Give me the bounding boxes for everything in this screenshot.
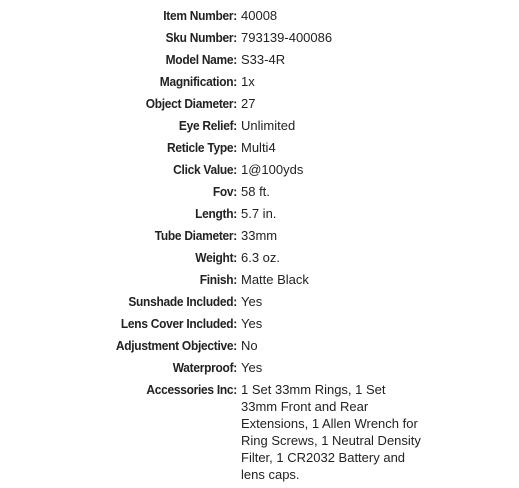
spec-label: Reticle Type: bbox=[167, 140, 237, 155]
spec-label: Sunshade Included: bbox=[128, 294, 237, 309]
spec-value: 27 bbox=[241, 96, 256, 111]
spec-value: S33-4R bbox=[241, 52, 286, 67]
spec-label: Model Name: bbox=[165, 52, 237, 67]
spec-row-sku-number bbox=[0, 27, 519, 49]
spec-row-tube-diameter bbox=[0, 225, 519, 247]
spec-value: 40008 bbox=[241, 8, 278, 23]
spec-value: Yes bbox=[241, 294, 263, 309]
spec-label: Click Value: bbox=[173, 162, 237, 177]
spec-table bbox=[0, 5, 519, 483]
spec-value: 1x bbox=[241, 74, 255, 89]
spec-value: 1 Set 33mm Rings, 1 Set 33mm Front and Rear Extensions, 1 Allen Wrench for Ring Screws, 1 Neutral Density Filter, 1 CR2032 Battery and lens caps. bbox=[241, 382, 421, 482]
spec-label: Weight: bbox=[195, 250, 237, 265]
spec-value: Matte Black bbox=[241, 272, 309, 287]
spec-label: Item Number: bbox=[163, 8, 237, 23]
spec-value: 1@100yds bbox=[241, 162, 304, 177]
spec-label: Magnification: bbox=[159, 74, 237, 89]
spec-value: 58 ft. bbox=[241, 184, 270, 199]
spec-label: Sku Number: bbox=[165, 30, 237, 45]
spec-value: No bbox=[241, 338, 258, 353]
spec-label: Eye Relief: bbox=[178, 118, 237, 133]
spec-label: Fov: bbox=[212, 184, 237, 199]
spec-row-weight bbox=[0, 247, 519, 269]
spec-label: Waterproof: bbox=[172, 360, 237, 375]
spec-row-finish bbox=[0, 269, 519, 291]
spec-row-adjustment-objective bbox=[0, 335, 519, 357]
spec-label: Length: bbox=[195, 206, 237, 221]
spec-value: 33mm bbox=[241, 228, 278, 243]
spec-value: Multi4 bbox=[241, 140, 276, 155]
spec-label: Adjustment Objective: bbox=[115, 338, 237, 353]
spec-row-magnification bbox=[0, 71, 519, 93]
spec-row-accessories-included bbox=[0, 379, 519, 483]
spec-label: Lens Cover Included: bbox=[120, 316, 237, 331]
spec-row-lens-cover-included bbox=[0, 313, 519, 335]
spec-value: 5.7 in. bbox=[241, 206, 277, 221]
spec-row-reticle-type bbox=[0, 137, 519, 159]
spec-label: Object Diameter: bbox=[145, 96, 237, 111]
spec-row-object-diameter bbox=[0, 93, 519, 115]
spec-label: Finish: bbox=[199, 272, 237, 287]
spec-label: Tube Diameter: bbox=[154, 228, 237, 243]
spec-value: Yes bbox=[241, 360, 263, 375]
spec-row-click-value bbox=[0, 159, 519, 181]
spec-row-waterproof bbox=[0, 357, 519, 379]
spec-label: Accessories Inc: bbox=[146, 382, 237, 397]
spec-value: 6.3 oz. bbox=[241, 250, 281, 265]
spec-row-length bbox=[0, 203, 519, 225]
spec-value: Yes bbox=[241, 316, 263, 331]
spec-row-fov bbox=[0, 181, 519, 203]
spec-row-sunshade-included bbox=[0, 291, 519, 313]
spec-row-item-number bbox=[0, 5, 519, 27]
spec-row-eye-relief bbox=[0, 115, 519, 137]
spec-value: Unlimited bbox=[241, 118, 296, 133]
spec-value: 793139-400086 bbox=[241, 30, 333, 45]
spec-row-model-name bbox=[0, 49, 519, 71]
